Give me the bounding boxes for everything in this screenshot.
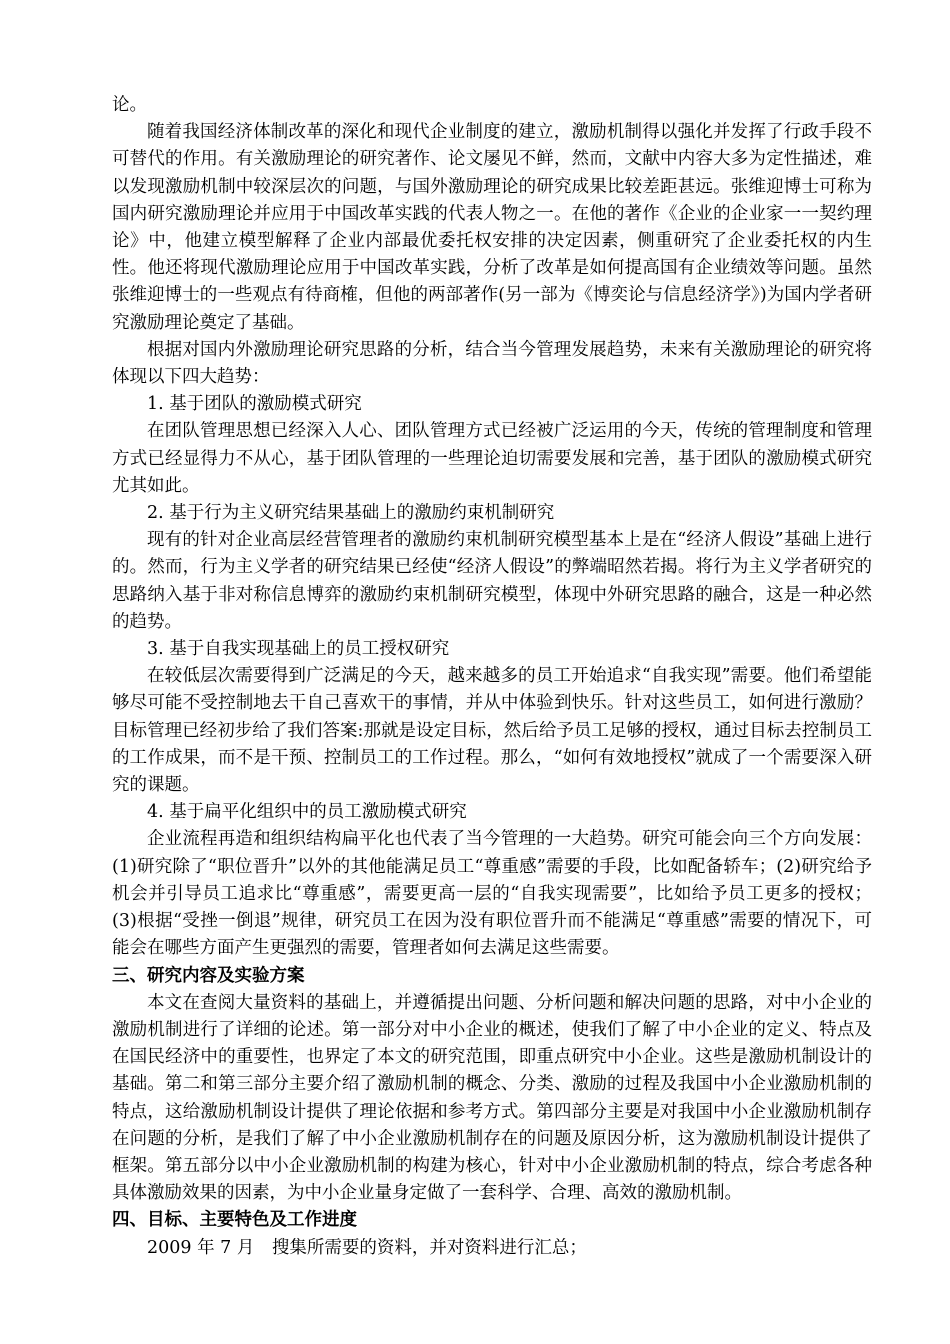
- paragraph-continuation: 论。: [112, 95, 147, 115]
- section-heading-research-content: 三、研究内容及实验方案: [112, 965, 305, 986]
- paragraph-behaviorism: 现有的针对企业高层经营管理者的激励约束机制研究模型基本上是在“经济人假设”基础上进行的。然而，行为主义学者的研究结果已经使“经济人假设”的弊端昭然若揭。将行为主义学者研究的思路纳入基于非对称信息博弈的激励约束机制研究模型，体现中外研究思路的融合，这是一种必然的趋势。: [112, 530, 872, 632]
- paragraph-team-incentive: 在团队管理思想已经深入人心、团队管理方式已经被广泛运用的今天，传统的管理制度和管理方式已经显得力不从心，基于团队管理的一些理论迫切需要发展和完善，基于团队的激励模式研究尤其如此。: [112, 421, 872, 496]
- trend-heading-flat-organization: 4. 基于扁平化组织中的员工激励模式研究: [147, 802, 467, 823]
- paragraph-flat-organization: 企业流程再造和组织结构扁平化也代表了当今管理的一大趋势。研究可能会向三个方向发展：(1)研究除了“职位晋升”以外的其他能满足员工“尊重感”需要的手段，比如配备轿车；(2)研究给予机会并引导员工追求比“尊重感”，需要更高一层的“自我实现需要”，比如给予员工更多的授权；(3)根据“受挫一倒退”规律，研究员工在因为没有职位晋升而不能满足“尊重感”需要的情况下，可能会在哪些方面产生更强烈的需要，管理者如何去满足这些需要。: [112, 829, 872, 959]
- trend-heading-self-realization: 3. 基于自我实现基础上的员工授权研究: [147, 639, 450, 660]
- paragraph-self-realization: 在较低层次需要得到广泛满足的今天，越来越多的员工开始追求“自我实现”需要。他们希望能够尽可能不受控制地去干自己喜欢干的事情，并从中体验到快乐。针对这些员工，如何进行激励？目标管理已经初步给了我们答案:那就是设定目标，然后给予员工足够的授权，通过目标去控制员工的工作成果，而不是干预、控制员工的工作过程。那么，“如何有效地授权”就成了一个需要深入研究的课题。: [112, 666, 872, 796]
- paragraph-zhang-weiying: 随着我国经济体制改革的深化和现代企业制度的建立，激励机制得以强化并发挥了行政手段不可替代的作用。有关激励理论的研究著作、论文屡见不鲜，然而，文献中内容大多为定性描述，难以发现激励机制中较深层次的问题，与国外激励理论的研究成果比较差距甚远。张维迎博士可称为国内研究激励理论并应用于中国改革实践的代表人物之一。在他的著作《企业的企业家一一契约理论》中，他建立模型解释了企业内部最优委托权安排的决定因素，侧重研究了企业委托权的内生性。他还将现代激励理论应用于中国改革实践，分析了改革是如何提高国有企业绩效等问题。虽然张维迎博士的一些观点有待商榷，但他的两部著作(另一部为《博奕论与信息经济学》)为国内学者研究激励理论奠定了基础。: [112, 122, 872, 333]
- section-heading-goals-schedule: 四、目标、主要特色及工作进度: [112, 1210, 357, 1231]
- document-page: [112, 92, 872, 1262]
- trend-heading-team: 1. 基于团队的激励模式研究: [147, 394, 362, 415]
- paragraph-four-trends-intro: 根据对国内外激励理论研究思路的分析，结合当今管理发展趋势，未来有关激励理论的研究将体现以下四大趋势：: [112, 339, 872, 388]
- paragraph-schedule-item: 2009 年 7 月 搜集所需要的资料，并对资料进行汇总；: [147, 1237, 587, 1258]
- paragraph-research-content: 本文在查阅大量资料的基础上，并遵循提出问题、分析问题和解决问题的思路，对中小企业的激励机制进行了详细的论述。第一部分对中小企业的概述，使我们了解了中小企业的定义、特点及在国民经济中的重要性，也界定了本文的研究范围，即重点研究中小企业。这些是激励机制设计的基础。第二和第三部分主要介绍了激励机制的概念、分类、激励的过程及我国中小企业激励机制的特点，这给激励机制设计提供了理论依据和参考方式。第四部分主要是对我国中小企业激励机制存在问题的分析，是我们了解了中小企业激励机制存在的问题及原因分析，这为激励机制设计提供了框架。第五部分以中小企业激励机制的构建为核心，针对中小企业激励机制的特点，综合考虑各种具体激励效果的因素，为中小企业量身定做了一套科学、合理、高效的激励机制。: [112, 992, 872, 1204]
- trend-heading-behaviorism: 2. 基于行为主义研究结果基础上的激励约束机制研究: [147, 503, 555, 524]
